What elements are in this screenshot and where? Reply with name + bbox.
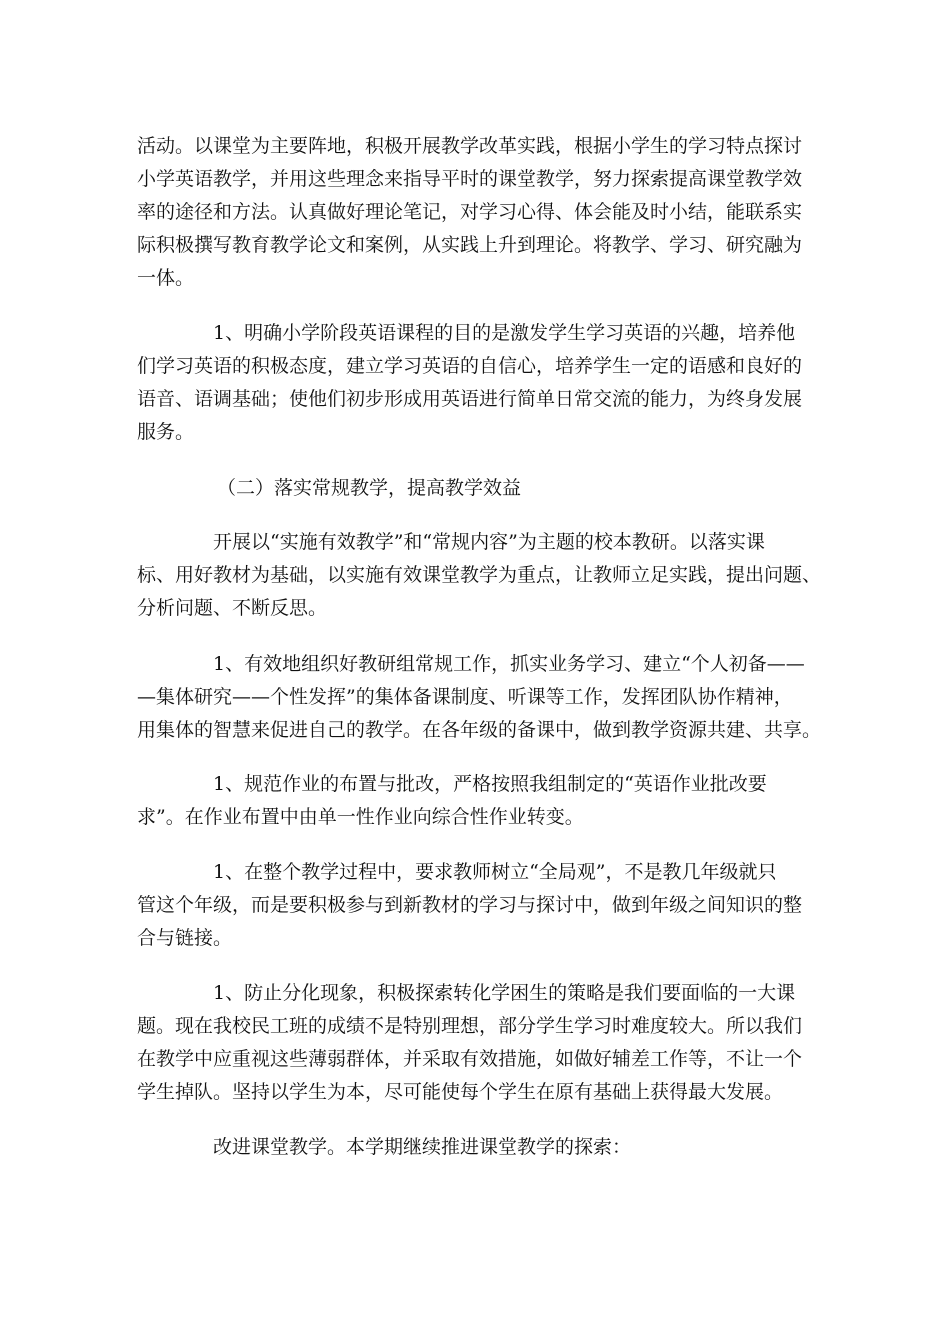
text-line: 分析问题、不断反思。 xyxy=(137,597,328,619)
text-line: 1、有效地组织好教研组常规工作，抓实业务学习、建立“个人初备—— xyxy=(213,653,805,675)
text-line: 一体。 xyxy=(137,267,195,289)
paragraph-group-work xyxy=(137,648,821,747)
text-line: 服务。 xyxy=(137,421,195,443)
paragraph-classroom-improvement xyxy=(137,1131,631,1164)
text-line: 求”。在作业布置中由单一性作业向综合性作业转变。 xyxy=(137,806,584,828)
text-line: 标、用好教材为基础，以实施有效课堂教学为重点，让教师立足实践，提出问题、 xyxy=(137,564,822,586)
text-line: 1、明确小学阶段英语课程的目的是激发学生学习英语的兴趣，培养他 xyxy=(213,322,796,344)
text-line: 1、在整个教学过程中，要求教师树立“全局观”，不是教几年级就只 xyxy=(213,861,777,883)
text-line: 活动。以课堂为主要阵地，积极开展教学改革实践，根据小学生的学习特点探讨 xyxy=(137,135,803,157)
text-line: 1、规范作业的布置与批改，严格按照我组制定的“英语作业批改要 xyxy=(213,773,767,795)
text-line: 管这个年级，而是要积极参与到新教材的学习与探讨中，做到年级之间知识的整 xyxy=(137,894,803,916)
text-line: 题。现在我校民工班的成绩不是特别理想，部分学生学习时难度较大。所以我们 xyxy=(137,1015,803,1037)
text-line: 们学习英语的积极态度，建立学习英语的自信心，培养学生一定的语感和良好的 xyxy=(137,355,803,377)
text-line: 率的途径和方法。认真做好理论笔记，对学习心得、体会能及时小结，能联系实 xyxy=(137,201,803,223)
text-line: —集体研究——个性发挥”的集体备课制度、听课等工作，发挥团队协作精神， xyxy=(137,686,793,708)
paragraph-school-research xyxy=(137,526,821,625)
paragraph-homework xyxy=(137,768,767,834)
text-line: 语音、语调基础；使他们初步形成用英语进行简单日常交流的能力，为终身发展 xyxy=(137,388,803,410)
paragraph-global-view xyxy=(137,856,802,955)
heading-text: （二）落实常规教学，提高教学效益 xyxy=(217,477,522,499)
text-line: 用集体的智慧来促进自己的教学。在各年级的备课中，做到教学资源共建、共享。 xyxy=(137,719,822,741)
paragraph-course-goal xyxy=(137,317,802,449)
paragraph-struggling-students xyxy=(137,977,802,1109)
text-line: 1、防止分化现象，积极探索转化学困生的策略是我们要面临的一大课 xyxy=(213,982,796,1004)
text-line: 在教学中应重视这些薄弱群体，并采取有效措施，如做好辅差工作等，不让一个 xyxy=(137,1048,803,1070)
text-line: 合与链接。 xyxy=(137,927,233,949)
text-line: 开展以“实施有效教学”和“常规内容”为主题的校本教研。以落实课 xyxy=(213,531,765,553)
text-line: 际积极撰写教育教学论文和案例，从实践上升到理论。将教学、学习、研究融为 xyxy=(137,234,803,256)
text-line: 小学英语教学，并用这些理念来指导平时的课堂教学，努力探索提高课堂教学效 xyxy=(137,168,803,190)
paragraph-teaching-activities xyxy=(137,130,802,295)
section-heading xyxy=(137,472,521,505)
text-line: 改进课堂教学。本学期继续推进课堂教学的探索： xyxy=(213,1136,632,1158)
text-line: 学生掉队。坚持以学生为本，尽可能使每个学生在原有基础上获得最大发展。 xyxy=(137,1081,784,1103)
